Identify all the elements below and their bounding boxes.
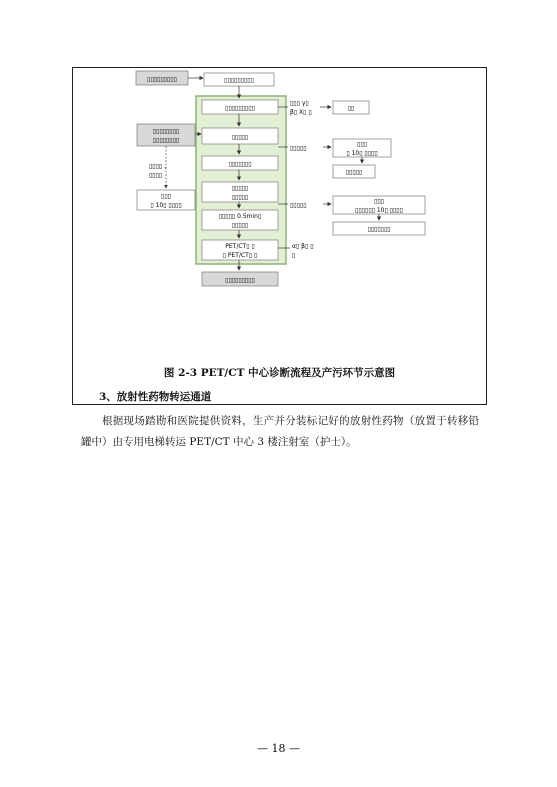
node-left-box2-text1: ▯▯▯ — [161, 193, 171, 200]
content-frame — [72, 67, 487, 448]
node-right3-box-text1: ▯▯▯ — [374, 198, 384, 205]
node-step2-text: ▯▯▯▯▯ — [231, 134, 249, 141]
node-top-entry-text: ▯▯▯▯▯▯▯▯▯ — [224, 77, 254, 84]
left-note-text1: ▯▯▯▯ 、 — [149, 163, 171, 170]
right4-label-text2: ▯ — [292, 252, 296, 259]
right4-label-text1: α▯ β▯ ▯ — [292, 243, 314, 250]
node-left-box1-text-b: ▯▯▯▯▯▯▯▯ — [152, 137, 180, 144]
node-top-left-text: ▯▯▯▯▯▯▯▯▯ — [147, 76, 177, 83]
node-right3-box-text2: ▯▯▯▯▯▯ 10▯ ▯▯▯▯ — [355, 207, 403, 214]
figure-caption: 图 2-3 PET/CT 中心诊断流程及产污环节示意图 — [163, 367, 396, 379]
node-right2-box2-text: ▯▯▯▯▯ — [345, 169, 363, 176]
right1-label-text2: β▯ X▯ ▯ — [290, 109, 312, 116]
node-right1-box-text: ▯▯ — [347, 105, 355, 112]
flow-diagram — [73, 68, 486, 308]
node-step1-text: ▯▯▯▯▯▯▯▯▯ — [225, 105, 255, 112]
node-right2-box-text2: ▯ 10▯ ▯▯▯▯ — [346, 150, 378, 157]
node-left-box1-text: ▯▯▯▯▯▯▯▯ — [152, 128, 180, 135]
right1-label-text1: ▯▯▯ γ▯ — [290, 100, 309, 107]
left-note-text2: ▯▯▯▯ — [149, 172, 163, 179]
page-number: — 18 — — [257, 742, 300, 755]
right2-label-text: ▯▯▯▯▯ — [290, 145, 307, 152]
node-step5-text1: ▯▯▯▯▯ 0.5min▯ — [218, 213, 262, 220]
node-step6-text1: PET/CT▯ ▯ — [225, 243, 255, 250]
node-bottom-exit-text: ▯▯▯▯▯▯▯▯▯ — [225, 277, 255, 284]
node-step3-text: ▯▯▯▯▯▯▯ — [228, 161, 252, 168]
node-step5-text2: ▯▯▯▯▯ — [231, 222, 249, 229]
node-step6-text2: ▯ PET/CT▯ ▯ — [222, 252, 258, 259]
main-flow-container — [196, 96, 286, 264]
node-left-box2-text2: ▯ 10▯ ▯▯▯▯ — [150, 202, 182, 209]
node-step4-text1: ▯▯▯▯▯ — [231, 185, 249, 192]
right3-label-text: ▯▯▯▯▯ — [290, 202, 307, 209]
node-right2-box-text1: ▯▯▯ — [357, 141, 367, 148]
section-heading: 3、放射性药物转运通道 — [99, 391, 212, 403]
node-right3-box2-text: ▯▯▯▯▯▯▯ — [367, 226, 391, 233]
node-step4-text2: ▯▯▯▯▯ — [231, 194, 249, 201]
body-paragraph: 根据现场踏勘和医院提供资料，生产并分装标记好的放射性药物（放置于转移铅罐中）由专用电梯转运 PET/CT 中心 3 楼注射室（护士）。 — [81, 415, 479, 448]
